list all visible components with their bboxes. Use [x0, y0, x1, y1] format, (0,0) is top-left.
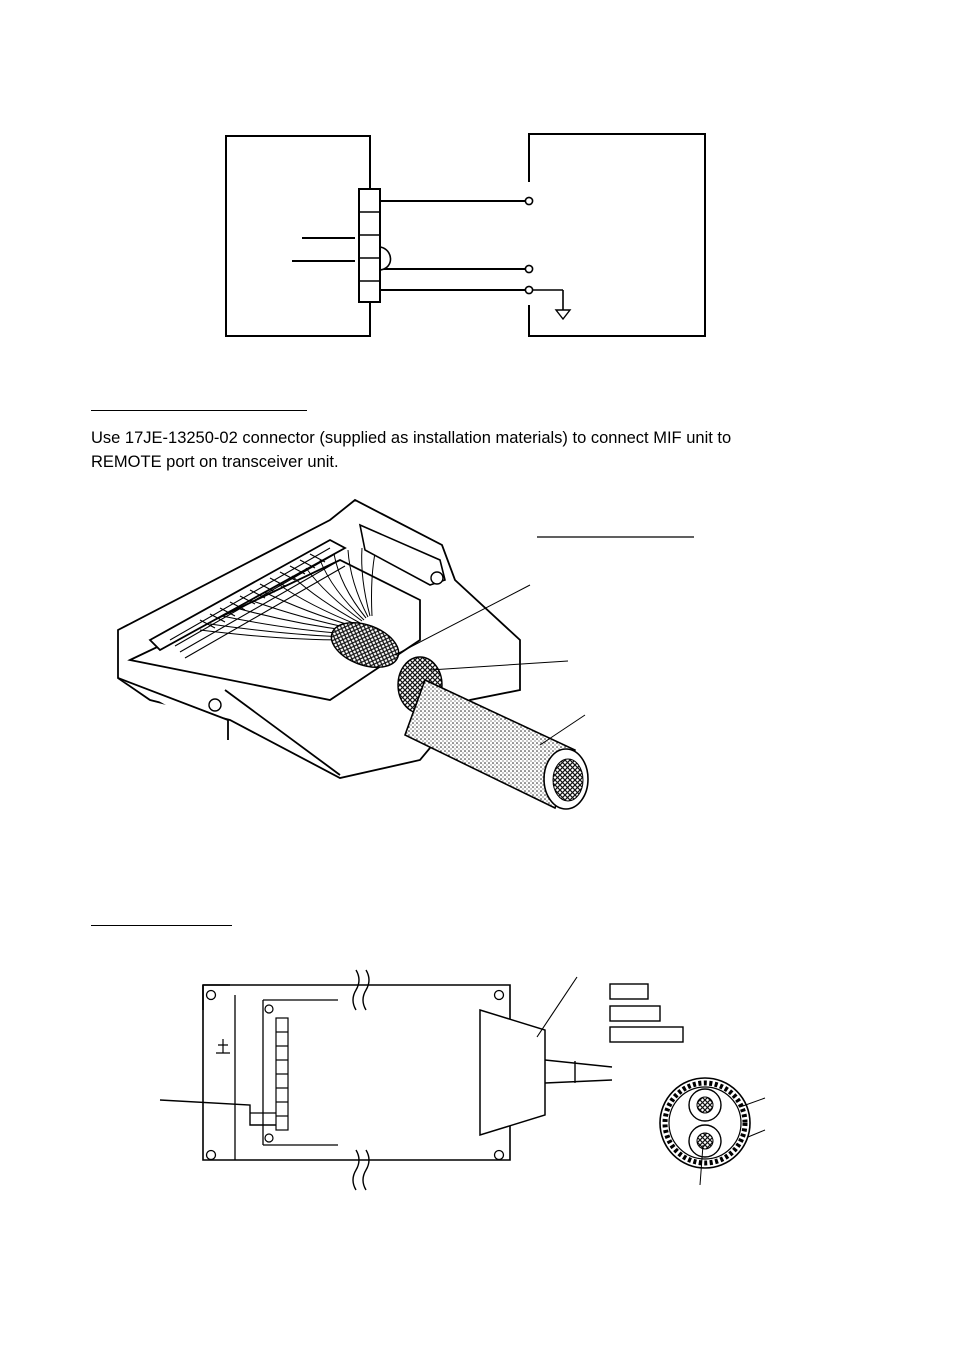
ground-icon	[533, 290, 570, 319]
right-equipment-box	[529, 134, 705, 336]
terminal-1	[525, 197, 532, 204]
leader-line-3	[540, 715, 585, 745]
instruction-line-1: Use 17JE-13250-02 connector (supplied as installation materials) to connect MIF unit to	[91, 429, 732, 447]
gland-leader	[537, 977, 577, 1037]
screw-icon	[431, 572, 443, 584]
cable-cross-section	[660, 1078, 750, 1168]
section-heading-underline-mif	[91, 925, 232, 926]
xsec-leader-2	[748, 1130, 765, 1137]
label-box-1	[610, 984, 648, 999]
connector-illustration	[0, 490, 954, 830]
left-unit-box	[226, 136, 370, 336]
terminal-3	[525, 286, 532, 293]
screw-icon-2	[209, 699, 221, 711]
mount-hole	[207, 1151, 216, 1160]
label-box-3	[610, 1027, 683, 1042]
cable-gland	[480, 1010, 545, 1135]
cable-out	[545, 1060, 612, 1083]
mif-unit-illustration	[0, 955, 954, 1195]
terminal-block	[359, 189, 380, 302]
instruction-line-2: REMOTE port on transceiver unit.	[91, 453, 339, 471]
wiring-diagram	[0, 0, 954, 360]
mount-hole	[207, 991, 216, 1000]
jumper-loop	[380, 247, 391, 270]
connector-instruction	[91, 426, 851, 474]
mount-hole	[495, 1151, 504, 1160]
mif-chassis	[203, 985, 510, 1160]
screw-icon	[265, 1005, 273, 1013]
section-heading-underline-connector	[91, 410, 307, 411]
terminal-2	[525, 265, 532, 272]
screw-icon	[265, 1134, 273, 1142]
mount-hole	[495, 991, 504, 1000]
mif-terminal-strip	[276, 1018, 288, 1130]
label-box-2	[610, 1006, 660, 1021]
